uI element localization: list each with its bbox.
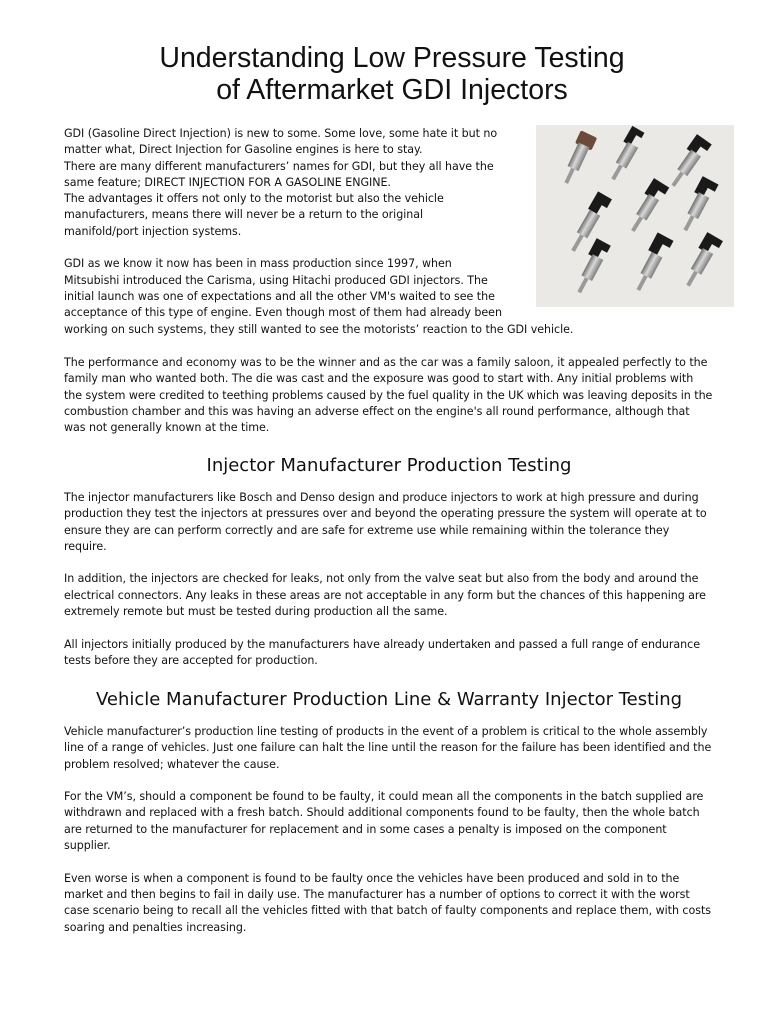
intro-line: same feature; DIRECT INJECTION FOR A GASOLINE ENGINE. [64,175,391,189]
intro-section [64,126,574,338]
intro-line: working on such systems, they still wanted to see the motorists’ reaction to the GDI vehicle. [64,322,574,336]
injectors-photo-art [536,125,734,307]
intro-line: manifold/port injection systems. [64,224,242,238]
vehicle-mfr-section [64,689,714,936]
intro-line: acceptance of this type of engine. Even though most of them had already been [64,306,502,320]
performance-paragraph: The performance and economy was to be the winner and as the car was a family saloon, it appealed perfectly to the family man who wanted both. The die was cast and the exposure was good to start with. Any initial problems with the system were credited to teething problems caused by the fuel quality in the UK which was leaving deposits in the combustion chamber and this was having an adverse effect on the engine's all round performance, although that was not generally known at the time. [64,356,713,435]
intro-paragraph-2 [64,256,574,337]
intro-line: GDI as we know it now has been in mass production since 1997, when [64,257,452,271]
page-title-line-2: of Aftermarket GDI Injectors [216,74,568,106]
injector-mfr-paragraph-2: In addition, the injectors are checked for leaks, not only from the valve seat but also from the body and around the electrical connectors. Any leaks in these areas are not acceptable in any form but the chances of this happening are extremely remote but must be tested during production all the same. [64,572,706,619]
page-title-line-1: Understanding Low Pressure Testing [159,42,625,74]
vehicle-mfr-paragraph-2: For the VM’s, should a component be found to be faulty, it could mean all the components in the batch supplied are withdrawn and replaced with a fresh batch. Should additional components found to be faulty, then the whole batch are returned to the manufacturer for replacement and in some cases a penalty is imposed on the component supplier. [64,790,704,853]
vehicle-mfr-paragraph-1: Vehicle manufacturer’s production line testing of products in the event of a problem is critical to the whole assembly line of a range of vehicles. Just one failure can halt the line until the reason for the failure has been identified and the problem resolved; whatever the cause. [64,725,712,771]
intro-line: GDI (Gasoline Direct Injection) is new to some. Some love, some hate it but no [64,127,498,140]
injector-mfr-section [64,455,714,669]
intro-line: There are many different manufacturers’ names for GDI, but they all have the [64,159,494,173]
intro-line: matter what, Direct Injection for Gasoline engines is here to stay. [64,143,423,157]
intro-line: Mitsubishi introduced the Carisma, using Hitachi produced GDI injectors. The [64,273,488,287]
injector-mfr-heading: Injector Manufacturer Production Testing [206,455,572,476]
injectors-photo [536,125,734,307]
injector-mfr-paragraph-3: All injectors initially produced by the manufacturers have already undertaken and passed a full range of endurance tests before they are accepted for production. [64,637,700,667]
intro-paragraph-1 [64,126,524,240]
page-title [0,42,768,106]
performance-section [64,355,714,436]
vehicle-mfr-heading: Vehicle Manufacturer Production Line & Warranty Injector Testing [95,689,683,710]
injector-mfr-paragraph-1: The injector manufacturers like Bosch and Denso design and produce injectors to work at high pressure and during production they test the injectors at pressures over and beyond the operating pressure the system will operate at to ensure they are can perform correctly and are safe for extreme use while remaining within the tolerance they require. [64,491,707,553]
intro-line: initial launch was one of expectations and all the other VM's waited to see the [64,289,495,303]
intro-line: manufacturers, means there will never be a return to the original [64,208,423,222]
vehicle-mfr-paragraph-3: Even worse is when a component is found to be faulty once the vehicles have been produced and sold in to the market and then begins to fail in daily use. The manufacturer has a number of options to correct it with the worst case scenario being to recall all the vehicles fitted with that batch of faulty components and replace them, with costs soaring and penalties increasing. [64,871,711,934]
intro-line: The advantages it offers not only to the motorist but also the vehicle [64,192,444,206]
